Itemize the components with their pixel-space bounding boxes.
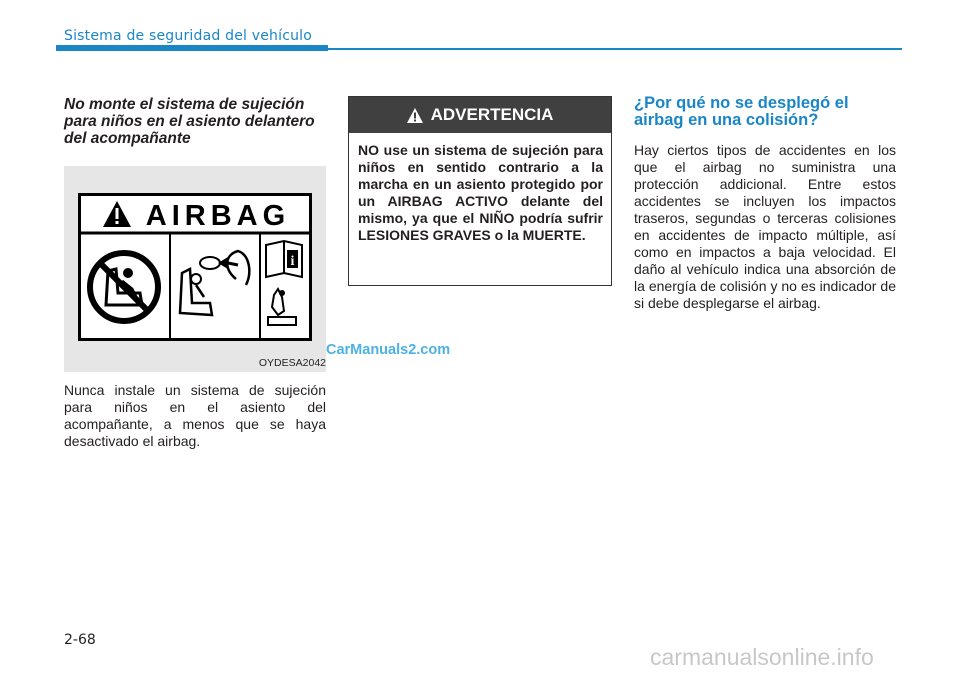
left-heading: No monte el sistema de sujeción para niños en el asiento delantero del acompañante <box>64 96 315 147</box>
header-rule-thick <box>56 45 328 51</box>
right-column <box>634 95 896 312</box>
figure-code: OYDESA2042 <box>258 357 326 369</box>
left-column <box>64 96 326 450</box>
airbag-label-figure <box>64 166 326 372</box>
warning-body: NO use un sistema de sujeción para niños en sentido contrario a la marcha en un asiento protegido por un AIRBAG ACTIVO delante del mismo, ya que el NIÑO podría sufrir LESIONES GRAVES o la MUERTE. <box>358 142 603 243</box>
watermark-text: CarManuals2.com <box>326 342 451 358</box>
svg-text:i: i <box>290 254 295 269</box>
site-watermark: carmanualsonline.info <box>650 644 874 670</box>
section-title: Sistema de seguridad del vehículo <box>64 28 313 44</box>
right-body-text: Hay ciertos tipos de accidentes en los que el airbag no suministra una protección addicional. Entre estos accidentes se incluyen los impactos traseros, segundas o terceras colisiones en accidentes de impacto múltiple, así como en impactos a baja velocidad. El daño al vehículo indica una absorción de la energía de colisión y no es indicador de si debe desplegarse el airbag. <box>634 142 896 311</box>
left-body-text: Nunca instale un sistema de sujeción para niños en el asiento del acompañante, a menos que se haya desactivado el airbag. <box>64 382 326 449</box>
warning-box <box>348 96 612 286</box>
airbag-label-text: AIRBAG <box>145 200 291 232</box>
page-number: 2-68 <box>64 632 96 648</box>
right-heading: ¿Por qué no se desplegó el airbag en una colisión? <box>634 94 849 129</box>
warning-title: ADVERTENCIA <box>430 105 554 124</box>
airbag-warning-label-illustration <box>78 193 312 341</box>
warning-header <box>349 97 611 133</box>
warning-triangle-icon <box>407 108 423 123</box>
header-rule-thin <box>328 48 902 50</box>
